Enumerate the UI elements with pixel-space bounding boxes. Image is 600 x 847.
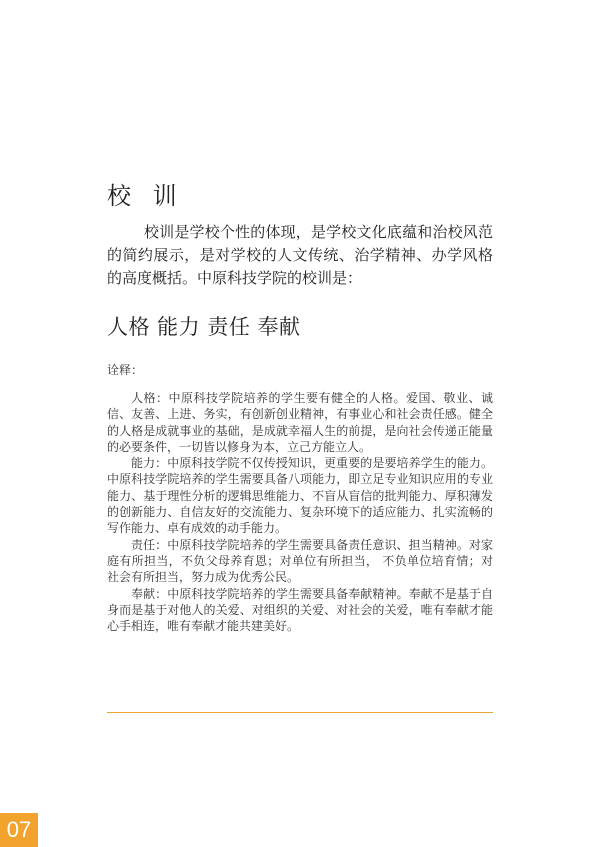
page-number-badge: 07 bbox=[0, 813, 38, 847]
footer-divider bbox=[107, 712, 493, 713]
explanation-paragraph-personality: 人格：中原科技学院培养的学生要有健全的人格。爱国、敬业、诚信、友善、上进、务实，有创新创业精神，有事业心和社会责任感。健全的人格是成就事业的基础，是成就幸福人生的前提，是向社会传递正能量的必要条件，一切皆以修身为本，立己方能立人。 bbox=[107, 391, 493, 454]
page-title: 校 训 bbox=[107, 182, 184, 210]
explanation-paragraph-responsibility: 责任：中原科技学院培养的学生需要具备责任意识、担当精神。对家庭有所担当，不负父母养育恩；对单位有所担当， 不负单位培育情；对社会有所担当，努力成为优秀公民。 bbox=[107, 537, 493, 585]
explanation-label: 诠释： bbox=[107, 363, 144, 377]
explanation-body bbox=[107, 390, 493, 634]
explanation-paragraph-dedication: 奉献：中原科技学院培养的学生需要具备奉献精神。奉献不是基于自身而是基于对他人的关爱、对组织的关爱、对社会的关爱，唯有奉献才能心手相连，唯有奉献才能共建美好。 bbox=[107, 586, 493, 634]
school-motto: 人格 能力 责任 奉献 bbox=[107, 315, 301, 339]
intro-paragraph: 校训是学校个性的体现，是学校文化底蕴和治校风范的简约展示，是对学校的人文传统、治学精神、办学风格的高度概括。中原科技学院的校训是： bbox=[107, 223, 493, 287]
explanation-paragraph-ability: 能力：中原科技学院不仅传授知识，更重要的是要培养学生的能力。中原科技学院培养的学生需要具备八项能力，即立足专业知识应用的专业能力、基于理性分析的逻辑思维能力、不盲从盲信的批判能力、厚积薄发的创新能力、自信友好的交流能力、复杂环境下的适应能力、扎实流畅的写作能力、卓有成效的动手能力。 bbox=[107, 456, 493, 536]
